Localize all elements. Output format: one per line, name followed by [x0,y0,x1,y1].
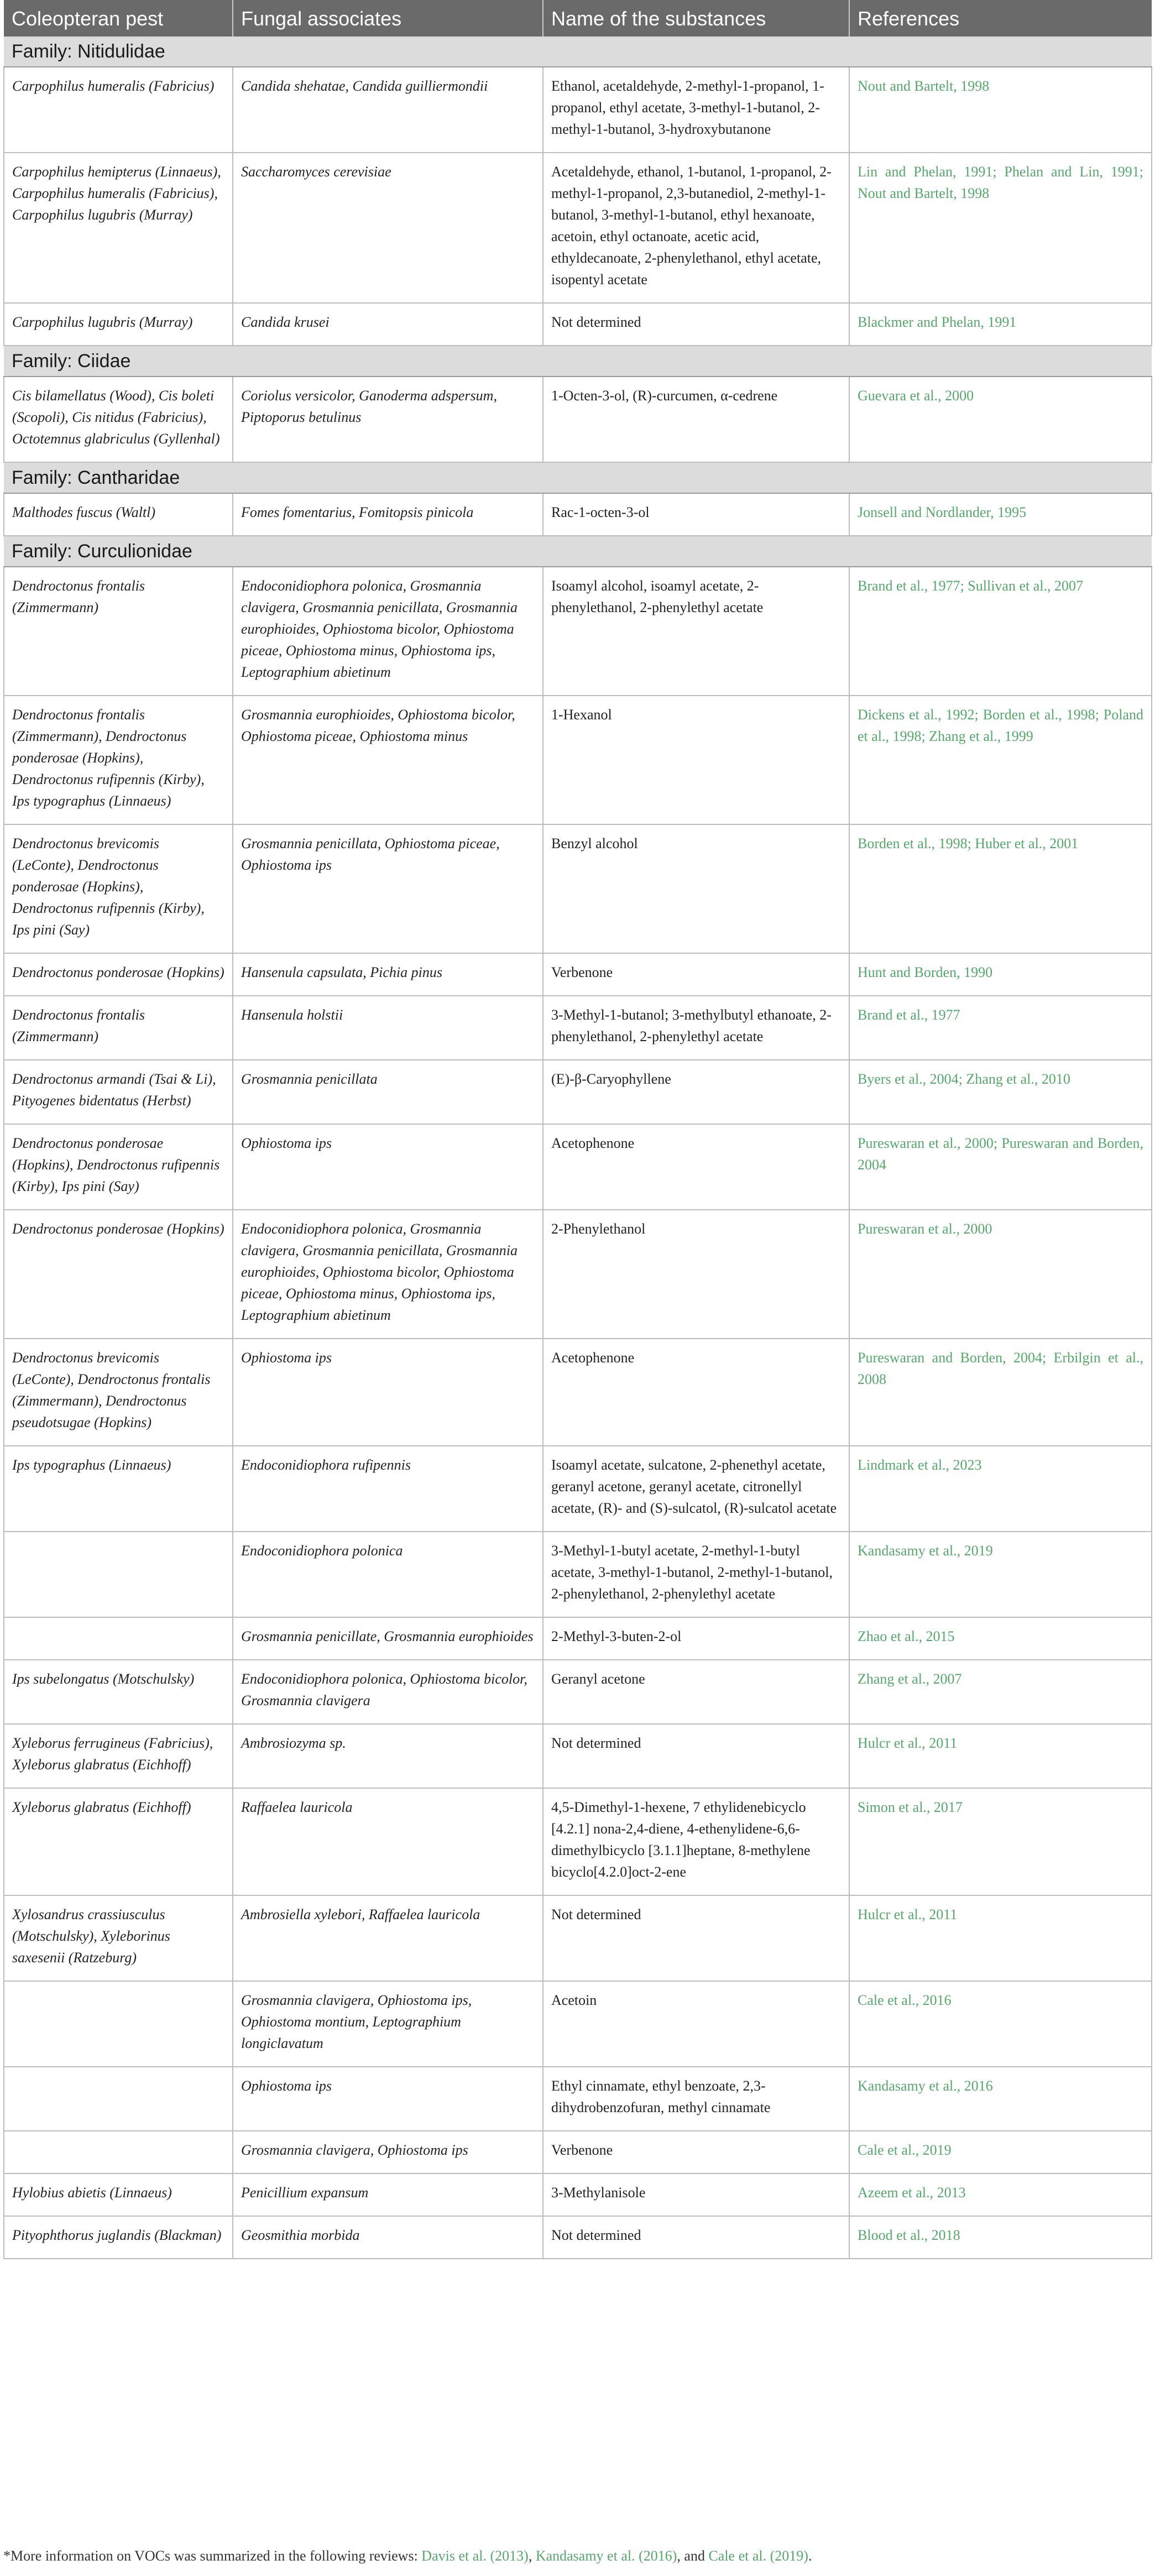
table-row [4,377,1152,462]
table-row [4,1724,1152,1788]
references-cell[interactable]: Blackmer and Phelan, 1991 [849,303,1152,346]
substances-cell: 1-Hexanol [543,696,849,824]
footnote-sep: , and [677,2548,709,2564]
references-cell[interactable]: Kandasamy et al., 2019 [849,1532,1152,1617]
family-row [4,346,1152,377]
header-coleopteran-pest: Coleopteran pest [4,0,233,36]
table-row [4,1339,1152,1446]
table-row [4,1660,1152,1724]
voc-table [3,0,1152,2259]
pest-cell: Carpophilus lugubris (Murray) [4,303,233,346]
table-row [4,696,1152,824]
fungal-associates-cell: Hansenula capsulata, Pichia pinus [233,953,543,996]
table-row [4,2067,1152,2131]
references-cell[interactable]: Borden et al., 1998; Huber et al., 2001 [849,824,1152,953]
fungal-associates-cell: Candida shehatae, Candida guilliermondii [233,67,543,153]
substances-cell: Geranyl acetone [543,1660,849,1724]
family-heading: Family: Curculionidae [4,536,1152,567]
references-cell[interactable]: Azeem et al., 2013 [849,2173,1152,2216]
substances-cell: Not determined [543,2216,849,2259]
table-row [4,824,1152,953]
pest-cell: Dendroctonus frontalis (Zimmermann) [4,567,233,696]
family-row [4,36,1152,67]
header-fungal-associates: Fungal associates [233,0,543,36]
references-cell[interactable]: Zhao et al., 2015 [849,1617,1152,1660]
fungal-associates-cell: Fomes fomentarius, Fomitopsis pinicola [233,493,543,536]
substances-cell: 3-Methylanisole [543,2173,849,2216]
substances-cell: 3-Methyl-1-butyl acetate, 2-methyl-1-butyl acetate, 3-methyl-1-butanol, 2-methyl-1-butanol, 2-phenylethanol, 2-phenylethyl acetate [543,1532,849,1617]
table-row [4,1532,1152,1617]
references-cell[interactable]: Simon et al., 2017 [849,1788,1152,1895]
pest-cell: Xyleborus ferrugineus (Fabricius), Xyleborus glabratus (Eichhoff) [4,1724,233,1788]
fungal-associates-cell: Ophiostoma ips [233,1124,543,1210]
substances-cell: Acetophenone [543,1339,849,1446]
references-cell[interactable]: Blood et al., 2018 [849,2216,1152,2259]
footnote-sep: , [528,2548,536,2564]
references-cell[interactable]: Cale et al., 2019 [849,2131,1152,2173]
pest-cell [4,1532,233,1617]
table-row [4,2131,1152,2173]
footnote [3,2548,812,2564]
substances-cell: Ethanol, acetaldehyde, 2-methyl-1-propanol, 1-propanol, ethyl acetate, 3-methyl-1-butanol, 2-methyl-1-butanol, 3-hydroxybutanone [543,67,849,153]
fungal-associates-cell: Grosmannia penicillata [233,1060,543,1124]
substances-cell: 1-Octen-3-ol, (R)-curcumen, α-cedrene [543,377,849,462]
references-cell[interactable]: Cale et al., 2016 [849,1981,1152,2067]
header-substances: Name of the substances [543,0,849,36]
table-row [4,303,1152,346]
table-row [4,996,1152,1060]
footnote-prefix: *More information on VOCs was summarized in the following reviews: [3,2548,422,2564]
fungal-associates-cell: Ambrosiella xylebori, Raffaelea lauricola [233,1895,543,1981]
substances-cell: (E)-β-Caryophyllene [543,1060,849,1124]
footnote-ref-davis[interactable]: Davis et al. (2013) [421,2548,529,2564]
fungal-associates-cell: Raffaelea lauricola [233,1788,543,1895]
table-row [4,1981,1152,2067]
references-cell[interactable]: Hulcr et al., 2011 [849,1724,1152,1788]
references-cell[interactable]: Nout and Bartelt, 1998 [849,67,1152,153]
substances-cell: Rac-1-octen-3-ol [543,493,849,536]
table-row [4,1446,1152,1532]
pest-cell: Dendroctonus frontalis (Zimmermann), Dendroctonus ponderosae (Hopkins), Dendroctonus rufipennis (Kirby), Ips typographus (Linnaeus) [4,696,233,824]
references-cell[interactable]: Dickens et al., 1992; Borden et al., 1998; Poland et al., 1998; Zhang et al., 1999 [849,696,1152,824]
substances-cell: Acetaldehyde, ethanol, 1-butanol, 1-propanol, 2-methyl-1-propanol, 2,3-butanediol, 2-methyl-1-butanol, 3-methyl-1-butanol, ethyl hexanoate, acetoin, ethyl octanoate, acetic acid, ethyldecanoate, 2-phenylethanol, ethyl acetate, isopentyl acetate [543,153,849,303]
table-row [4,493,1152,536]
pest-cell [4,1981,233,2067]
fungal-associates-cell: Grosmannia penicillata, Ophiostoma piceae, Ophiostoma ips [233,824,543,953]
fungal-associates-cell: Ambrosiozyma sp. [233,1724,543,1788]
fungal-associates-cell: Endoconidiophora polonica, Ophiostoma bicolor, Grosmannia clavigera [233,1660,543,1724]
references-cell[interactable]: Lindmark et al., 2023 [849,1446,1152,1532]
fungal-associates-cell: Geosmithia morbida [233,2216,543,2259]
substances-cell: Not determined [543,1895,849,1981]
references-cell[interactable]: Pureswaran et al., 2000 [849,1210,1152,1339]
fungal-associates-cell: Ophiostoma ips [233,1339,543,1446]
table-row [4,2173,1152,2216]
fungal-associates-cell: Hansenula holstii [233,996,543,1060]
references-cell[interactable]: Brand et al., 1977 [849,996,1152,1060]
fungal-associates-cell: Endoconidiophora polonica, Grosmannia clavigera, Grosmannia penicillata, Grosmannia europhioides, Ophiostoma bicolor, Ophiostoma piceae, Ophiostoma minus, Ophiostoma ips, Leptographium abietinum [233,1210,543,1339]
fungal-associates-cell: Penicillium expansum [233,2173,543,2216]
pest-cell: Dendroctonus brevicomis (LeConte), Dendroctonus ponderosae (Hopkins), Dendroctonus rufipennis (Kirby), Ips pini (Say) [4,824,233,953]
references-cell[interactable]: Lin and Phelan, 1991; Phelan and Lin, 1991; Nout and Bartelt, 1998 [849,153,1152,303]
table-row [4,1895,1152,1981]
family-heading: Family: Nitidulidae [4,36,1152,67]
table-row [4,953,1152,996]
substances-cell: Acetophenone [543,1124,849,1210]
table-row [4,1788,1152,1895]
table-row [4,1617,1152,1660]
substances-cell: 4,5-Dimethyl-1-hexene, 7 ethylidenebicyclo [4.2.1] nona-2,4-diene, 4-ethenylidene-6,6-dimethylbicyclo [3.1.1]heptane, 8-methylene bicyclo[4.2.0]oct-2-ene [543,1788,849,1895]
substances-cell: Verbenone [543,2131,849,2173]
substances-cell: Not determined [543,303,849,346]
substances-cell: Acetoin [543,1981,849,2067]
footnote-ref-cale[interactable]: Cale et al. (2019) [708,2548,808,2564]
fungal-associates-cell: Grosmannia clavigera, Ophiostoma ips [233,2131,543,2173]
pest-cell: Carpophilus humeralis (Fabricius) [4,67,233,153]
references-cell[interactable]: Byers et al., 2004; Zhang et al., 2010 [849,1060,1152,1124]
header-row [4,0,1152,36]
pest-cell: Xylosandrus crassiusculus (Motschulsky), Xyleborinus saxesenii (Ratzeburg) [4,1895,233,1981]
fungal-associates-cell: Ophiostoma ips [233,2067,543,2131]
pest-cell: Cis bilamellatus (Wood), Cis boleti (Scopoli), Cis nitidus (Fabricius), Octotemnus glabriculus (Gyllenhal) [4,377,233,462]
pest-cell: Dendroctonus ponderosae (Hopkins), Dendroctonus rufipennis (Kirby), Ips pini (Say) [4,1124,233,1210]
pest-cell: Pityophthorus juglandis (Blackman) [4,2216,233,2259]
table-row [4,2216,1152,2259]
pest-cell: Ips typographus (Linnaeus) [4,1446,233,1532]
family-heading: Family: Cantharidae [4,462,1152,493]
references-cell[interactable]: Jonsell and Nordlander, 1995 [849,493,1152,536]
pest-cell: Dendroctonus brevicomis (LeConte), Dendroctonus frontalis (Zimmermann), Dendroctonus pseudotsugae (Hopkins) [4,1339,233,1446]
substances-cell: 3-Methyl-1-butanol; 3-methylbutyl ethanoate, 2-phenylethanol, 2-phenylethyl acetate [543,996,849,1060]
fungal-associates-cell: Grosmannia europhioides, Ophiostoma bicolor, Ophiostoma piceae, Ophiostoma minus [233,696,543,824]
pest-cell: Xyleborus glabratus (Eichhoff) [4,1788,233,1895]
pest-cell: Dendroctonus ponderosae (Hopkins) [4,1210,233,1339]
fungal-associates-cell: Candida krusei [233,303,543,346]
footnote-suffix: . [808,2548,812,2564]
table-row [4,1210,1152,1339]
references-cell[interactable]: Pureswaran et al., 2000; Pureswaran and Borden, 2004 [849,1124,1152,1210]
substances-cell: Not determined [543,1724,849,1788]
references-cell[interactable]: Zhang et al., 2007 [849,1660,1152,1724]
substances-cell: Isoamyl alcohol, isoamyl acetate, 2-phenylethanol, 2-phenylethyl acetate [543,567,849,696]
fungal-associates-cell: Saccharomyces cerevisiae [233,153,543,303]
substances-cell: 2-Methyl-3-buten-2-ol [543,1617,849,1660]
pest-cell [4,2131,233,2173]
substances-cell: Ethyl cinnamate, ethyl benzoate, 2,3-dihydrobenzofuran, methyl cinnamate [543,2067,849,2131]
family-row [4,536,1152,567]
pest-cell: Dendroctonus frontalis (Zimmermann) [4,996,233,1060]
fungal-associates-cell: Endoconidiophora polonica, Grosmannia clavigera, Grosmannia penicillata, Grosmannia europhioides, Ophiostoma bicolor, Ophiostoma piceae, Ophiostoma minus, Ophiostoma ips, Leptographium abietinum [233,567,543,696]
references-cell[interactable]: Brand et al., 1977; Sullivan et al., 2007 [849,567,1152,696]
footnote-ref-kandasamy[interactable]: Kandasamy et al. (2016) [535,2548,677,2564]
pest-cell: Dendroctonus ponderosae (Hopkins) [4,953,233,996]
pest-cell [4,1617,233,1660]
table-row [4,1124,1152,1210]
table-body [4,36,1152,2259]
references-cell[interactable]: Pureswaran and Borden, 2004; Erbilgin et al., 2008 [849,1339,1152,1446]
table-row [4,1060,1152,1124]
substances-cell: Isoamyl acetate, sulcatone, 2-phenethyl acetate, geranyl acetone, geranyl acetate, citronellyl acetate, (R)- and (S)-sulcatol, (R)-sulcatol acetate [543,1446,849,1532]
pest-cell [4,2067,233,2131]
substances-cell: 2-Phenylethanol [543,1210,849,1339]
family-row [4,462,1152,493]
fungal-associates-cell: Grosmannia penicillate, Grosmannia europhioides [233,1617,543,1660]
substances-cell: Verbenone [543,953,849,996]
references-cell[interactable]: Guevara et al., 2000 [849,377,1152,462]
pest-cell: Malthodes fuscus (Waltl) [4,493,233,536]
table-row [4,67,1152,153]
table-row [4,153,1152,303]
pest-cell: Carpophilus hemipterus (Linnaeus), Carpophilus humeralis (Fabricius), Carpophilus lugubris (Murray) [4,153,233,303]
substances-cell: Benzyl alcohol [543,824,849,953]
fungal-associates-cell: Endoconidiophora polonica [233,1532,543,1617]
fungal-associates-cell: Endoconidiophora rufipennis [233,1446,543,1532]
references-cell[interactable]: Hunt and Borden, 1990 [849,953,1152,996]
family-heading: Family: Ciidae [4,346,1152,377]
pest-cell: Hylobius abietis (Linnaeus) [4,2173,233,2216]
references-cell[interactable]: Hulcr et al., 2011 [849,1895,1152,1981]
fungal-associates-cell: Coriolus versicolor, Ganoderma adspersum, Piptoporus betulinus [233,377,543,462]
pest-cell: Dendroctonus armandi (Tsai & Li), Pityogenes bidentatus (Herbst) [4,1060,233,1124]
header-references: References [849,0,1152,36]
table-row [4,567,1152,696]
fungal-associates-cell: Grosmannia clavigera, Ophiostoma ips, Ophiostoma montium, Leptographium longiclavatum [233,1981,543,2067]
references-cell[interactable]: Kandasamy et al., 2016 [849,2067,1152,2131]
pest-cell: Ips subelongatus (Motschulsky) [4,1660,233,1724]
